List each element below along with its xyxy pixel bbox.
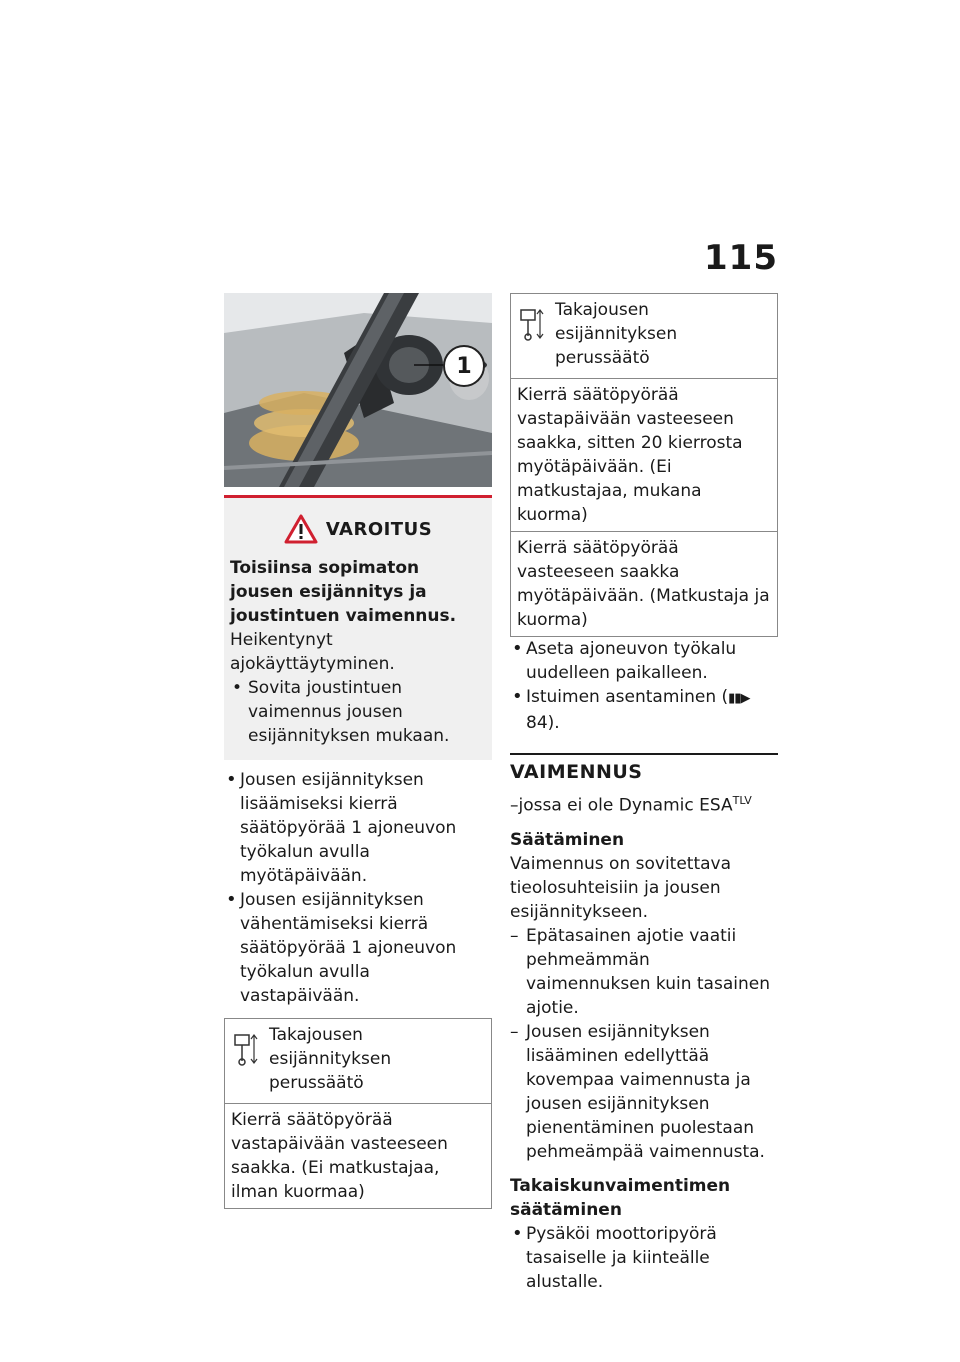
- subheading: Säätäminen: [510, 829, 625, 850]
- warning-bold-text: Toisiinsa sopimaton jousen esijännitys ja joustintuen vaimennus.: [230, 558, 457, 626]
- instruction-item: • Jousen esijännityksen lisäämiseksi kierrä säätöpyörää 1 ajoneuvon työkalun avulla myötäpäivään.: [224, 768, 492, 888]
- section-subtitle-text: –jossa ei ole Dynamic ESA: [510, 795, 733, 816]
- preload-table: [510, 293, 778, 637]
- instruction-list: [510, 637, 778, 735]
- preload-table-title: Takajousen esijännityksen perussäätö: [555, 300, 678, 368]
- subheading: Takaiskunvaimentimen säätäminen: [510, 1175, 731, 1220]
- right-column: [510, 293, 778, 1294]
- warning-triangle-icon: [284, 514, 318, 544]
- section-title: VAIMENNUS: [510, 753, 778, 783]
- warning-box: [224, 495, 492, 760]
- warning-item: • Sovita joustintuen vaimennus jousen esijännityksen mukaan.: [230, 676, 486, 748]
- preload-table-row: Kierrä säätöpyörää vastapäivään vasteeseen saakka. (Ei matkustajaa, ilman kuormaa): [231, 1110, 448, 1202]
- spring-preload-icon: [517, 298, 555, 346]
- preload-table-row: Kierrä säätöpyörää vasteeseen saakka myötäpäivään. (Matkustaja ja kuorma): [511, 531, 777, 636]
- section-subtitle: [510, 789, 778, 818]
- instruction-list: [224, 768, 492, 1008]
- page-reference[interactable]: 84).: [526, 713, 560, 733]
- preload-table-title: Takajousen esijännityksen perussäätö: [269, 1025, 392, 1093]
- preload-table-header: [511, 294, 777, 379]
- instruction-item: • Jousen esijännityksen vähentämiseksi kierrä säätöpyörää 1 ajoneuvon työkalun avulla vastapäivään.: [224, 888, 492, 1008]
- warning-title: VAROITUS: [325, 518, 433, 540]
- dash-item: – Jousen esijännityksen lisääminen edellyttää kovempaa vaimennusta ja jousen esijännityksen pienentäminen puolestaan pehmeämpää vaimennusta.: [510, 1020, 778, 1164]
- dash-item: – Epätasainen ajotie vaatii pehmeämmän vaimennuksen kuin tasainen ajotie.: [510, 924, 778, 1020]
- shock-absorber-photo: [224, 293, 492, 487]
- warning-header: [230, 514, 486, 544]
- page-reference-arrow-icon: ▮▮▶: [728, 691, 750, 706]
- section-subtitle-sup: TLV: [732, 794, 752, 807]
- paragraph: Vaimennus on sovitettava tieolosuhteisiin ja jousen esijännitykseen.: [510, 853, 732, 922]
- instruction-item: • Pysäköi moottoripyörä tasaiselle ja kiinteälle alustalle.: [510, 1222, 778, 1294]
- left-column: [224, 293, 492, 1209]
- preload-table-header: [225, 1019, 491, 1104]
- preload-table-row: Kierrä säätöpyörää vastapäivään vasteeseen saakka, sitten 20 kierrosta myötäpäivään. (Ei matkustajaa, mukana kuorma): [517, 385, 743, 525]
- page-number: 115: [704, 238, 778, 278]
- warning-text: Heikentynyt ajokäyttäytyminen.: [230, 630, 395, 674]
- instruction-item: • Aseta ajoneuvon työkalu uudelleen paikalleen.: [510, 637, 778, 685]
- shock-absorber-illustration: [224, 293, 492, 487]
- callout-number: 1: [443, 345, 485, 387]
- instruction-text: Istuimen asentaminen (: [526, 687, 729, 707]
- instruction-item: [510, 685, 778, 735]
- preload-table: [224, 1018, 492, 1209]
- spring-preload-icon: [231, 1023, 269, 1071]
